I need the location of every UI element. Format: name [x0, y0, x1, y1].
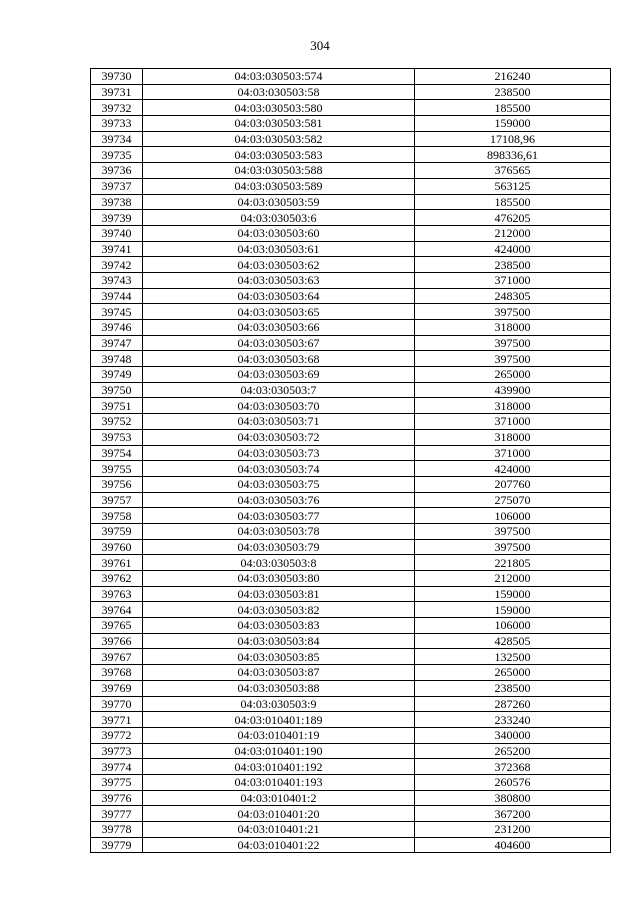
row-number-cell: 39776	[91, 790, 143, 806]
cadastral-number-cell: 04:03:030503:79	[143, 539, 415, 555]
row-number-cell: 39778	[91, 822, 143, 838]
cadastral-number-cell: 04:03:030503:588	[143, 163, 415, 179]
row-number-cell: 39739	[91, 210, 143, 226]
value-cell: 424000	[415, 241, 611, 257]
cadastral-number-cell: 04:03:010401:21	[143, 822, 415, 838]
value-cell: 397500	[415, 304, 611, 320]
table-row	[91, 665, 611, 681]
cadastral-number-cell: 04:03:030503:62	[143, 257, 415, 273]
value-cell: 371000	[415, 414, 611, 430]
cadastral-number-cell: 04:03:030503:581	[143, 116, 415, 132]
table-row	[91, 445, 611, 461]
value-cell: 439900	[415, 382, 611, 398]
value-cell: 212000	[415, 571, 611, 587]
cadastral-number-cell: 04:03:030503:64	[143, 288, 415, 304]
cadastral-number-cell: 04:03:030503:61	[143, 241, 415, 257]
table-row	[91, 822, 611, 838]
cadastral-number-cell: 04:03:030503:87	[143, 665, 415, 681]
row-number-cell: 39751	[91, 398, 143, 414]
page-number: 304	[310, 38, 330, 53]
value-cell: 397500	[415, 523, 611, 539]
row-number-cell: 39761	[91, 555, 143, 571]
row-number-cell: 39736	[91, 163, 143, 179]
table-row	[91, 790, 611, 806]
table-row	[91, 759, 611, 775]
table-row	[91, 633, 611, 649]
row-number-cell: 39747	[91, 335, 143, 351]
table-row	[91, 304, 611, 320]
table-row	[91, 116, 611, 132]
table-row	[91, 492, 611, 508]
row-number-cell: 39738	[91, 194, 143, 210]
table-row	[91, 225, 611, 241]
cadastral-number-cell: 04:03:010401:190	[143, 743, 415, 759]
cadastral-number-cell: 04:03:030503:58	[143, 84, 415, 100]
table-row	[91, 257, 611, 273]
cadastral-number-cell: 04:03:030503:583	[143, 147, 415, 163]
table-row	[91, 241, 611, 257]
value-cell: 424000	[415, 461, 611, 477]
value-cell: 231200	[415, 822, 611, 838]
table-row	[91, 131, 611, 147]
row-number-cell: 39746	[91, 320, 143, 336]
row-number-cell: 39749	[91, 367, 143, 383]
cadastral-number-cell: 04:03:030503:8	[143, 555, 415, 571]
cadastral-number-cell: 04:03:030503:78	[143, 523, 415, 539]
cadastral-number-cell: 04:03:030503:589	[143, 178, 415, 194]
cadastral-number-cell: 04:03:030503:9	[143, 696, 415, 712]
value-cell: 371000	[415, 445, 611, 461]
cadastral-number-cell: 04:03:030503:63	[143, 272, 415, 288]
table-row	[91, 351, 611, 367]
cadastral-number-cell: 04:03:010401:193	[143, 774, 415, 790]
cadastral-number-cell: 04:03:030503:6	[143, 210, 415, 226]
value-cell: 397500	[415, 539, 611, 555]
cadastral-number-cell: 04:03:030503:75	[143, 476, 415, 492]
value-cell: 159000	[415, 116, 611, 132]
value-cell: 404600	[415, 837, 611, 853]
value-cell: 318000	[415, 398, 611, 414]
value-cell: 212000	[415, 225, 611, 241]
cadastral-number-cell: 04:03:030503:83	[143, 618, 415, 634]
table-row	[91, 69, 611, 85]
table-row	[91, 837, 611, 853]
value-cell: 275070	[415, 492, 611, 508]
cadastral-number-cell: 04:03:010401:192	[143, 759, 415, 775]
value-cell: 340000	[415, 727, 611, 743]
value-cell: 265000	[415, 665, 611, 681]
table-row	[91, 555, 611, 571]
cadastral-number-cell: 04:03:030503:582	[143, 131, 415, 147]
table-row	[91, 508, 611, 524]
cadastral-number-cell: 04:03:030503:74	[143, 461, 415, 477]
value-cell: 207760	[415, 476, 611, 492]
row-number-cell: 39766	[91, 633, 143, 649]
cadastral-number-cell: 04:03:030503:80	[143, 571, 415, 587]
row-number-cell: 39740	[91, 225, 143, 241]
cadastral-number-cell: 04:03:030503:82	[143, 602, 415, 618]
row-number-cell: 39741	[91, 241, 143, 257]
value-cell: 898336,61	[415, 147, 611, 163]
value-cell: 216240	[415, 69, 611, 85]
table-row	[91, 178, 611, 194]
row-number-cell: 39764	[91, 602, 143, 618]
row-number-cell: 39744	[91, 288, 143, 304]
registry-table	[90, 68, 611, 853]
row-number-cell: 39775	[91, 774, 143, 790]
value-cell: 185500	[415, 194, 611, 210]
value-cell: 265200	[415, 743, 611, 759]
table-row	[91, 602, 611, 618]
table-row	[91, 398, 611, 414]
row-number-cell: 39772	[91, 727, 143, 743]
table-row	[91, 288, 611, 304]
value-cell: 376565	[415, 163, 611, 179]
table-row	[91, 84, 611, 100]
table-row	[91, 571, 611, 587]
cadastral-number-cell: 04:03:030503:69	[143, 367, 415, 383]
table-row	[91, 272, 611, 288]
table-row	[91, 618, 611, 634]
registry-table-body	[91, 69, 611, 853]
cadastral-number-cell: 04:03:030503:72	[143, 429, 415, 445]
value-cell: 248305	[415, 288, 611, 304]
value-cell: 367200	[415, 806, 611, 822]
row-number-cell: 39763	[91, 586, 143, 602]
row-number-cell: 39748	[91, 351, 143, 367]
cadastral-number-cell: 04:03:030503:66	[143, 320, 415, 336]
table-row	[91, 523, 611, 539]
row-number-cell: 39774	[91, 759, 143, 775]
table-row	[91, 476, 611, 492]
row-number-cell: 39768	[91, 665, 143, 681]
value-cell: 238500	[415, 680, 611, 696]
row-number-cell: 39770	[91, 696, 143, 712]
value-cell: 318000	[415, 429, 611, 445]
row-number-cell: 39733	[91, 116, 143, 132]
value-cell: 106000	[415, 508, 611, 524]
value-cell: 260576	[415, 774, 611, 790]
value-cell: 106000	[415, 618, 611, 634]
row-number-cell: 39765	[91, 618, 143, 634]
cadastral-number-cell: 04:03:030503:65	[143, 304, 415, 320]
row-number-cell: 39735	[91, 147, 143, 163]
value-cell: 185500	[415, 100, 611, 116]
row-number-cell: 39754	[91, 445, 143, 461]
table-row	[91, 429, 611, 445]
cadastral-number-cell: 04:03:030503:73	[143, 445, 415, 461]
row-number-cell: 39767	[91, 649, 143, 665]
table-row	[91, 194, 611, 210]
value-cell: 397500	[415, 351, 611, 367]
cadastral-number-cell: 04:03:010401:2	[143, 790, 415, 806]
cadastral-number-cell: 04:03:030503:574	[143, 69, 415, 85]
table-row	[91, 696, 611, 712]
table-row	[91, 100, 611, 116]
row-number-cell: 39762	[91, 571, 143, 587]
cadastral-number-cell: 04:03:030503:84	[143, 633, 415, 649]
row-number-cell: 39730	[91, 69, 143, 85]
table-row	[91, 712, 611, 728]
value-cell: 159000	[415, 586, 611, 602]
value-cell: 265000	[415, 367, 611, 383]
cadastral-number-cell: 04:03:030503:60	[143, 225, 415, 241]
cadastral-number-cell: 04:03:030503:59	[143, 194, 415, 210]
table-row	[91, 539, 611, 555]
table-row	[91, 680, 611, 696]
table-row	[91, 210, 611, 226]
cadastral-number-cell: 04:03:010401:189	[143, 712, 415, 728]
row-number-cell: 39734	[91, 131, 143, 147]
row-number-cell: 39757	[91, 492, 143, 508]
row-number-cell: 39745	[91, 304, 143, 320]
cadastral-number-cell: 04:03:030503:85	[143, 649, 415, 665]
value-cell: 372368	[415, 759, 611, 775]
table-row	[91, 806, 611, 822]
value-cell: 318000	[415, 320, 611, 336]
row-number-cell: 39731	[91, 84, 143, 100]
table-row	[91, 586, 611, 602]
row-number-cell: 39759	[91, 523, 143, 539]
table-row	[91, 367, 611, 383]
row-number-cell: 39743	[91, 272, 143, 288]
value-cell: 428505	[415, 633, 611, 649]
cadastral-number-cell: 04:03:030503:70	[143, 398, 415, 414]
row-number-cell: 39779	[91, 837, 143, 853]
cadastral-number-cell: 04:03:030503:88	[143, 680, 415, 696]
table-row	[91, 147, 611, 163]
cadastral-number-cell: 04:03:030503:81	[143, 586, 415, 602]
value-cell: 238500	[415, 84, 611, 100]
value-cell: 563125	[415, 178, 611, 194]
cadastral-number-cell: 04:03:030503:76	[143, 492, 415, 508]
value-cell: 476205	[415, 210, 611, 226]
row-number-cell: 39732	[91, 100, 143, 116]
cadastral-number-cell: 04:03:030503:77	[143, 508, 415, 524]
value-cell: 132500	[415, 649, 611, 665]
value-cell: 17108,96	[415, 131, 611, 147]
row-number-cell: 39752	[91, 414, 143, 430]
cadastral-number-cell: 04:03:030503:580	[143, 100, 415, 116]
cadastral-number-cell: 04:03:010401:20	[143, 806, 415, 822]
cadastral-number-cell: 04:03:030503:7	[143, 382, 415, 398]
row-number-cell: 39750	[91, 382, 143, 398]
table-row	[91, 320, 611, 336]
table-row	[91, 649, 611, 665]
row-number-cell: 39737	[91, 178, 143, 194]
row-number-cell: 39771	[91, 712, 143, 728]
row-number-cell: 39755	[91, 461, 143, 477]
row-number-cell: 39758	[91, 508, 143, 524]
table-row	[91, 163, 611, 179]
value-cell: 371000	[415, 272, 611, 288]
row-number-cell: 39773	[91, 743, 143, 759]
table-row	[91, 461, 611, 477]
cadastral-number-cell: 04:03:030503:68	[143, 351, 415, 367]
table-row	[91, 382, 611, 398]
value-cell: 233240	[415, 712, 611, 728]
value-cell: 159000	[415, 602, 611, 618]
table-row	[91, 727, 611, 743]
table-row	[91, 774, 611, 790]
row-number-cell: 39769	[91, 680, 143, 696]
value-cell: 380800	[415, 790, 611, 806]
row-number-cell: 39742	[91, 257, 143, 273]
row-number-cell: 39777	[91, 806, 143, 822]
cadastral-number-cell: 04:03:010401:22	[143, 837, 415, 853]
table-row	[91, 335, 611, 351]
value-cell: 397500	[415, 335, 611, 351]
value-cell: 238500	[415, 257, 611, 273]
row-number-cell: 39756	[91, 476, 143, 492]
cadastral-number-cell: 04:03:030503:71	[143, 414, 415, 430]
row-number-cell: 39760	[91, 539, 143, 555]
table-row	[91, 743, 611, 759]
cadastral-number-cell: 04:03:010401:19	[143, 727, 415, 743]
value-cell: 287260	[415, 696, 611, 712]
value-cell: 221805	[415, 555, 611, 571]
cadastral-number-cell: 04:03:030503:67	[143, 335, 415, 351]
row-number-cell: 39753	[91, 429, 143, 445]
table-row	[91, 414, 611, 430]
